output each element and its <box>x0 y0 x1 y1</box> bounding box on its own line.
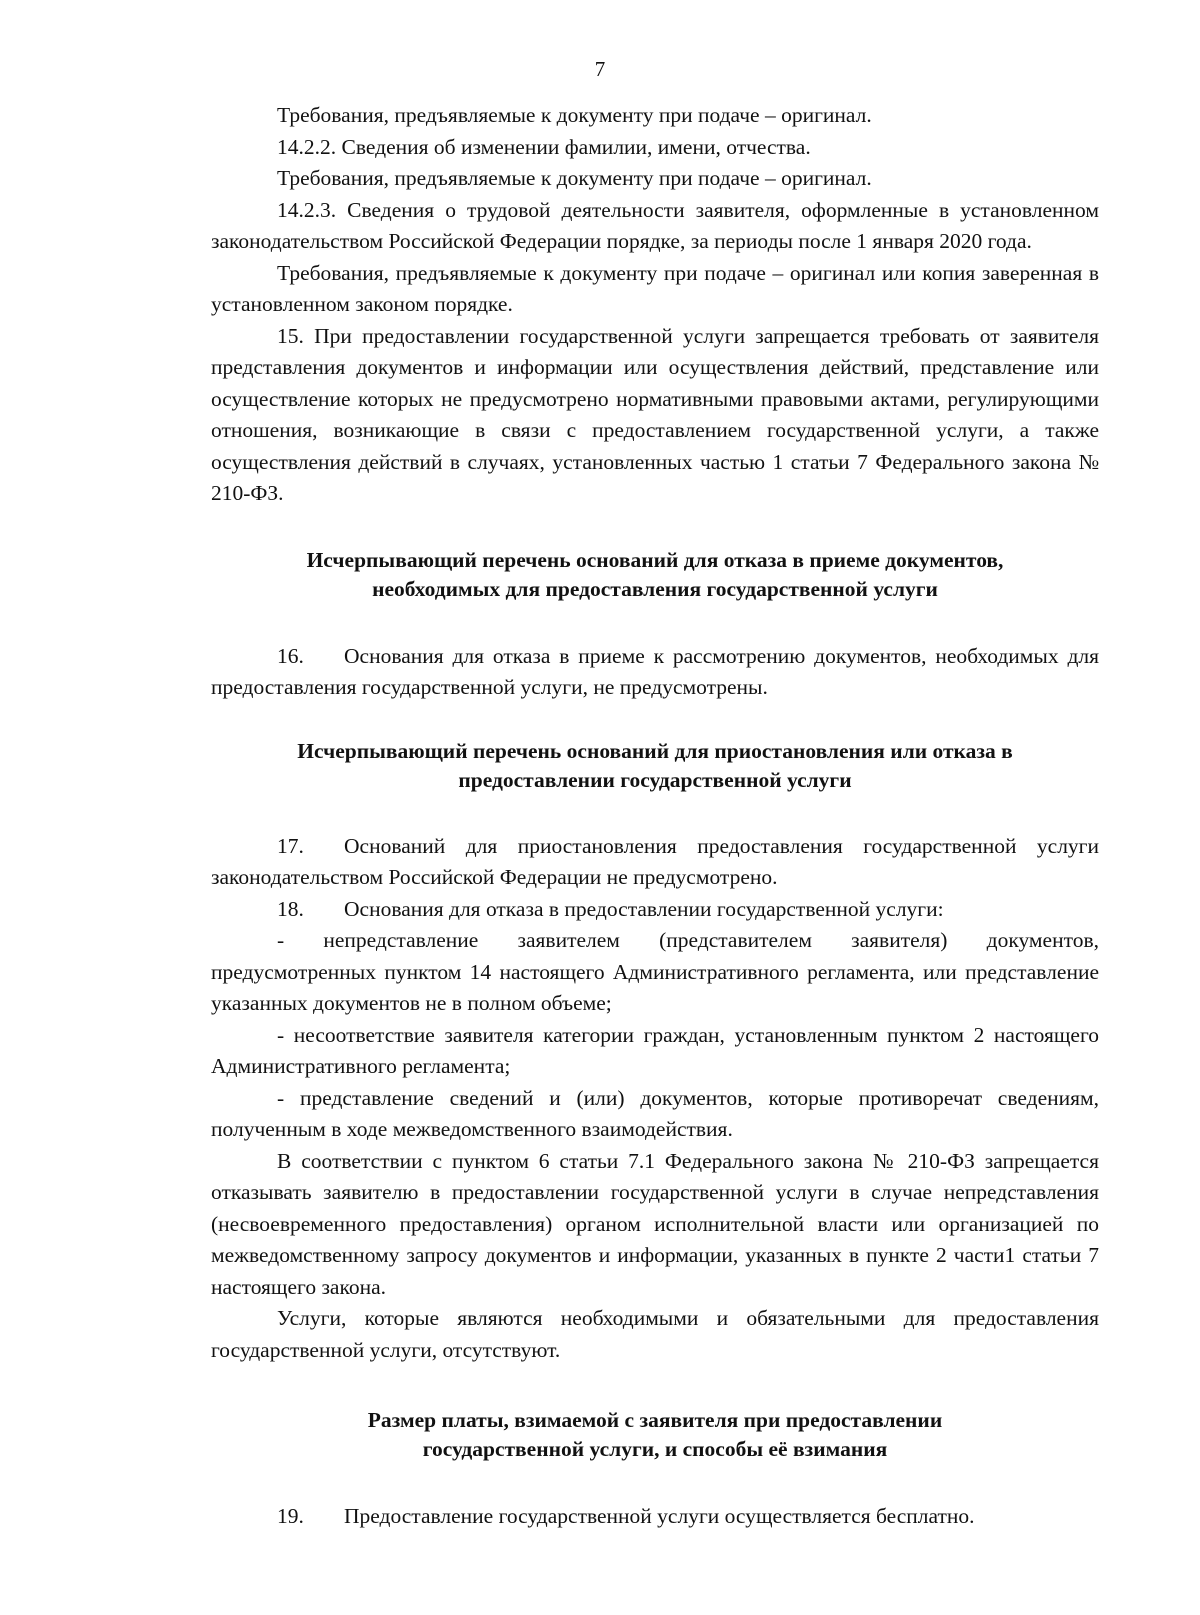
item-text: Основания для отказа в приеме к рассмотрению документов, необходимых для предоставления государственной услуги, не предусмотрены. <box>211 643 1099 699</box>
item-text: Предоставление государственной услуги осуществляется бесплатно. <box>344 1504 975 1528</box>
paragraph: 14.2.3. Сведения о трудовой деятельности заявителя, оформленные в установленном законодательством Российской Федерации порядке, за периоды после 1 января 2020 года. <box>211 197 1099 253</box>
bullet-first-line <box>211 925 1099 957</box>
item-number: 19. <box>277 1504 304 1528</box>
paragraph-item-16 <box>211 641 1099 704</box>
word: заявителя) <box>851 928 948 952</box>
word: (представителем <box>659 928 812 952</box>
word: - <box>277 928 285 952</box>
paragraph-item-17 <box>211 831 1099 894</box>
item-number: 18. <box>277 896 304 921</box>
heading-line: Размер платы, взимаемой с заявителя при предоставлении <box>367 1408 943 1432</box>
paragraph-item-18 <box>211 894 1099 926</box>
bullet-item: - несоответствие заявителя категории граждан, установленным пунктом 2 настоящего Административного регламента; <box>211 1022 1099 1078</box>
item-number: 17. <box>277 833 304 858</box>
heading-line: предоставлении государственной услуги <box>458 767 852 792</box>
item-number: 16. <box>277 643 304 668</box>
word: непредставление <box>323 928 479 952</box>
paragraph: Требования, предъявляемые к документу при подаче – оригинал или копия заверенная в установленном законом порядке. <box>211 260 1099 316</box>
paragraph-item-19 <box>211 1501 1099 1533</box>
word: заявителем <box>517 928 620 952</box>
paragraph-item-15: 15. При предоставлении государственной услуги запрещается требовать от заявителя представления документов и информации или осуществления действий, представление или осуществление которых не предусмотрено нормативными правовыми актами, регулирующими отношения, возникающие в связи с предоставлением государственной услуги, а также осуществления действий в случаях, установленных частью 1 статьи 7 Федерального закона № 210-ФЗ. <box>211 323 1099 505</box>
section-heading-fee <box>211 1406 1099 1464</box>
bullet-item: - представление сведений и (или) документов, которые противоречат сведениям, полученным в ходе межведомственного взаимодействия. <box>211 1085 1099 1141</box>
paragraph: 14.2.2. Сведения об изменении фамилии, имени, отчества. <box>277 134 811 159</box>
paragraph: В соответствии с пунктом 6 статьи 7.1 Федерального закона № 210-ФЗ запрещается отказывать заявителю в предоставлении государственной услуги в случае непредставления (несвоевременного предоставления) органом исполнительной власти или организацией по межведомственному запросу документов и информации, указанных в пункте 2 части1 статьи 7 настоящего закона. <box>211 1148 1099 1299</box>
heading-line: Исчерпывающий перечень оснований для приостановления или отказа в <box>297 738 1013 763</box>
bullet-continuation: предусмотренных пунктом 14 настоящего Административного регламента, или представление указанных документов не в полном объеме; <box>211 959 1099 1015</box>
heading-line: государственной услуги, и способы её взимания <box>422 1437 888 1461</box>
paragraph: Услуги, которые являются необходимыми и обязательными для предоставления государственной услуги, отсутствуют. <box>211 1306 1099 1362</box>
heading-line: Исчерпывающий перечень оснований для отказа в приеме документов, <box>306 547 1004 572</box>
paragraph: Требования, предъявляемые к документу при подаче – оригинал. <box>277 166 872 190</box>
item-text: Оснований для приостановления предоставления государственной услуги законодательством Российской Федерации не предусмотрено. <box>211 833 1099 889</box>
section-heading-suspension-refusal <box>211 737 1099 795</box>
word: документов, <box>986 928 1099 952</box>
item-text: Основания для отказа в предоставлении государственной услуги: <box>344 896 944 921</box>
section-heading-refusal-acceptance <box>211 546 1099 604</box>
document-body <box>211 100 1099 1533</box>
heading-line: необходимых для предоставления государственной услуги <box>372 576 938 601</box>
page-number: 7 <box>594 57 606 81</box>
paragraph: Требования, предъявляемые к документу при подаче – оригинал. <box>277 103 872 127</box>
